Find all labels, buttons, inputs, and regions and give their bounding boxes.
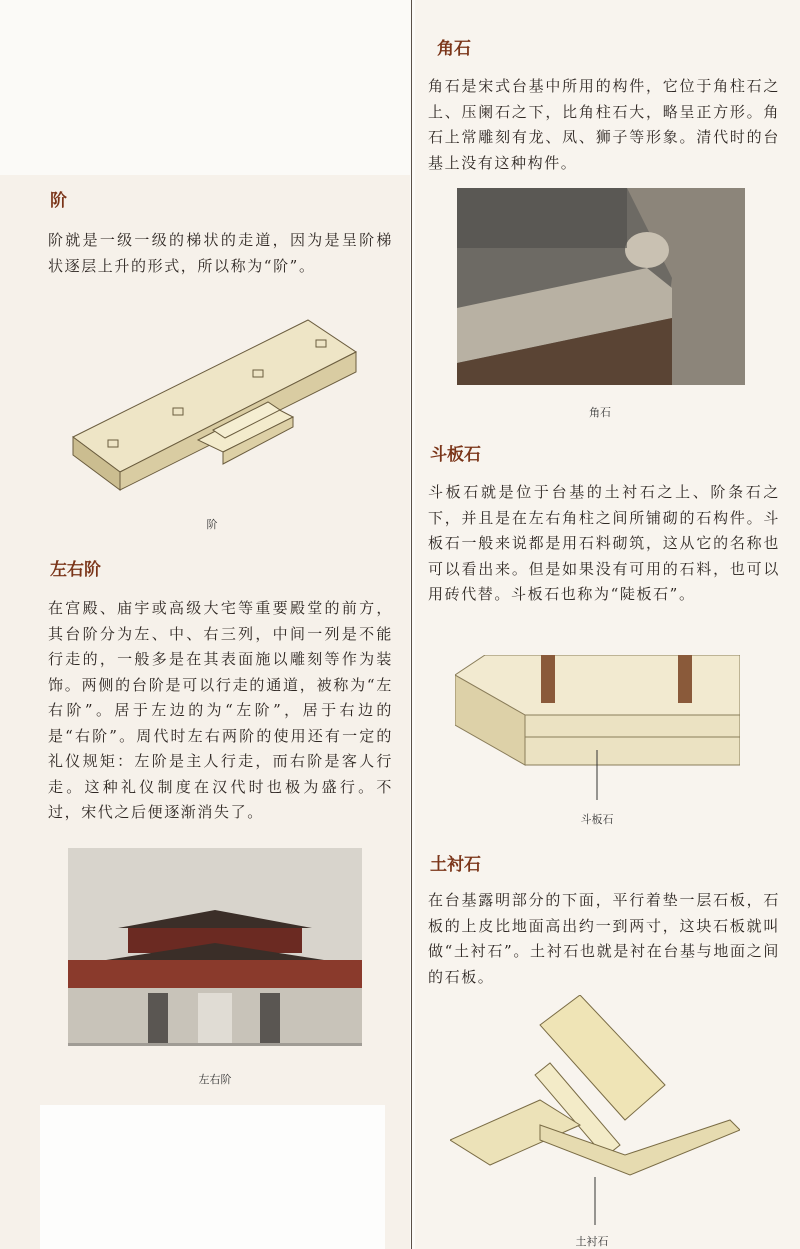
illustration-tuchenshi	[450, 995, 740, 1230]
caption-jie: 阶	[206, 518, 218, 531]
heading-tuchenshi: 土衬石	[430, 855, 481, 875]
photo-jiaoshi	[457, 188, 745, 385]
caption-jiaoshi: 角石	[589, 406, 611, 419]
blank-area	[40, 1105, 385, 1249]
paragraph-jiaoshi: 角石是宋式台基中所用的构件，它位于角柱石之上、压阑石之下，比角柱石大，略呈正方形。角石上常雕刻有龙、凤、狮子等形象。清代时的台基上没有这种构件。	[428, 77, 780, 172]
heading-zuoyoujie: 左右阶	[50, 560, 101, 580]
caption-doubanshi: 斗板石	[580, 813, 614, 826]
paragraph-doubanshi: 斗板石就是位于台基的土衬石之上、阶条石之下，并且是在左右角柱之间所铺砌的石构件。斗板石一般来说都是用石料砌筑，这从它的名称也可以看出来。但是如果没有可用的石料，也可以用砖代替。斗板石也称为“陡板石”。	[428, 483, 780, 603]
heading-jie: 阶	[50, 191, 67, 211]
page-divider	[411, 0, 412, 1249]
illustration-doubanshi	[455, 655, 740, 805]
caption-tuchenshi: 土衬石	[575, 1235, 609, 1248]
illustration-jie	[68, 312, 363, 497]
caption-zuoyoujie: 左右阶	[198, 1073, 232, 1086]
heading-jiaoshi: 角石	[437, 39, 471, 59]
paragraph-jie: 阶就是一级一级的梯状的走道，因为是呈阶梯状逐层上升的形式，所以称为“阶”。	[48, 231, 393, 275]
paragraph-zuoyoujie: 在宫殿、庙宇或高级大宅等重要殿堂的前方，其台阶分为左、中、右三列，中间一列是不能行走的，一般多是在其表面施以雕刻等作为装饰。两侧的台阶是可以行走的通道，被称为“左右阶”。居于左边的为“左阶”，居于右边的是“右阶”。周代时左右两阶的使用还有一定的礼仪规矩：左阶是主人行走，而右阶是客人行走。这种礼仪制度在汉代时也极为盛行。不过，宋代之后便逐渐消失了。	[48, 599, 393, 821]
heading-doubanshi: 斗板石	[430, 445, 481, 465]
paragraph-tuchenshi: 在台基露明部分的下面，平行着垫一层石板，石板的上皮比地面高出约一到两寸，这块石板就叫做“土衬石”。土衬石也就是衬在台基与地面之间的石板。	[428, 891, 780, 986]
photo-zuoyoujie-palace	[68, 848, 362, 1046]
